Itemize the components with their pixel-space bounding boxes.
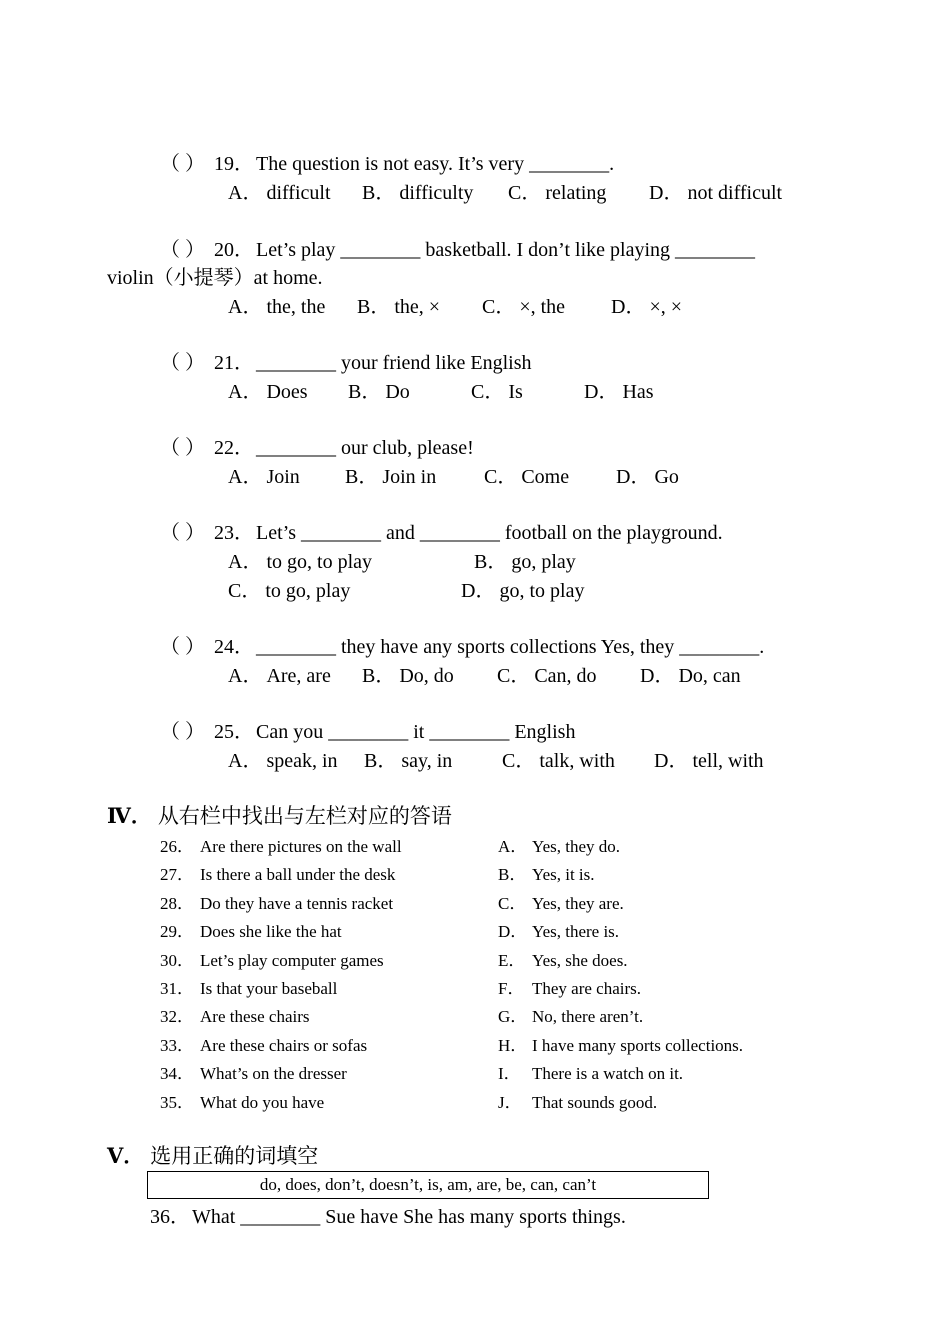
word-bank-box: do, does, don’t, doesn’t, is, am, are, be, can, can’t xyxy=(147,1171,709,1199)
question-number: 20． xyxy=(214,239,254,261)
item-number: 33． xyxy=(160,1036,194,1055)
question-24 xyxy=(160,635,764,659)
question-stem-continued: violin（小提琴）at home. xyxy=(107,267,323,289)
option-label: B． xyxy=(357,296,391,318)
item-text: No, there aren’t. xyxy=(532,1007,644,1026)
question-number: 23． xyxy=(214,522,254,544)
option-text: Has xyxy=(622,381,654,403)
item-number: 34． xyxy=(160,1064,194,1083)
option-20c xyxy=(482,295,565,319)
item-number: 31． xyxy=(160,979,194,998)
option-text: Can, do xyxy=(534,665,597,687)
option-text: Are, are xyxy=(266,665,331,687)
match-right-item xyxy=(498,921,619,943)
option-text: Do xyxy=(385,381,410,403)
option-text: relating xyxy=(545,182,607,204)
option-label: B． xyxy=(474,551,508,573)
option-22a xyxy=(228,465,300,489)
question-stem: ________ your friend like English xyxy=(256,352,532,374)
match-left-item xyxy=(160,921,342,943)
item-letter: C． xyxy=(498,894,527,913)
item-number: 32． xyxy=(160,1007,194,1026)
question-number: 21． xyxy=(214,352,254,374)
question-stem: Let’s ________ and ________ football on the playground. xyxy=(256,522,723,544)
option-label: D． xyxy=(461,580,496,602)
option-label: D． xyxy=(649,182,684,204)
option-text: speak, in xyxy=(266,750,338,772)
answer-bracket[interactable]: （ ） xyxy=(160,352,205,374)
option-text: Come xyxy=(521,466,570,488)
item-text: They are chairs. xyxy=(532,979,642,998)
item-number: 29． xyxy=(160,922,194,941)
match-left-item xyxy=(160,893,393,915)
item-letter: B． xyxy=(498,865,527,884)
section-title: 从右栏中找出与左栏对应的答语 xyxy=(157,804,452,828)
option-label: C． xyxy=(471,381,505,403)
option-text: Do, do xyxy=(399,665,454,687)
option-text: to go, to play xyxy=(266,551,372,573)
match-right-item xyxy=(498,893,624,915)
option-text: Does xyxy=(266,381,308,403)
option-21b xyxy=(348,380,410,404)
match-right-item xyxy=(498,1006,643,1028)
options-19 xyxy=(228,181,331,205)
option-23a xyxy=(228,550,372,574)
match-left-item xyxy=(160,1035,367,1057)
section-4-heading xyxy=(107,803,452,829)
option-label: C． xyxy=(502,750,536,772)
option-24c xyxy=(497,664,597,688)
option-text: tell, with xyxy=(692,750,764,772)
option-label: D． xyxy=(616,466,651,488)
option-25b xyxy=(364,749,452,773)
option-label: A． xyxy=(228,750,263,772)
option-label: B． xyxy=(364,750,398,772)
option-22d xyxy=(616,465,679,489)
option-text: say, in xyxy=(401,750,453,772)
question-stem: The question is not easy. It’s very ________. xyxy=(256,153,615,175)
question-22 xyxy=(160,436,474,460)
item-text: Are there pictures on the wall xyxy=(200,837,402,856)
item-text: Yes, they are. xyxy=(532,894,624,913)
option-20b xyxy=(357,295,440,319)
option-label: C． xyxy=(228,580,262,602)
question-21 xyxy=(160,351,532,375)
match-left-item xyxy=(160,1063,347,1085)
item-letter: H． xyxy=(498,1036,528,1055)
match-left-item xyxy=(160,950,384,972)
question-stem: ________ they have any sports collections Yes, they ________. xyxy=(256,636,765,658)
option-text: difficulty xyxy=(399,182,474,204)
section-numeral: Ⅴ． xyxy=(107,1144,145,1168)
item-text: There is a watch on it. xyxy=(532,1064,684,1083)
option-25c xyxy=(502,749,615,773)
option-text: difficult xyxy=(266,182,331,204)
option-label: D． xyxy=(640,665,675,687)
item-number: 28． xyxy=(160,894,194,913)
item-letter: J． xyxy=(498,1093,522,1112)
option-21d xyxy=(584,380,654,404)
option-label: D． xyxy=(654,750,689,772)
match-right-item xyxy=(498,864,595,886)
item-letter: D． xyxy=(498,922,528,941)
option-21c xyxy=(471,380,523,404)
item-letter: A． xyxy=(498,837,528,856)
item-letter: F． xyxy=(498,979,525,998)
item-text: What do you have xyxy=(200,1093,325,1112)
match-right-item xyxy=(498,836,620,858)
section-numeral: Ⅳ． xyxy=(107,804,152,828)
option-21a xyxy=(228,380,308,404)
item-text: I have many sports collections. xyxy=(532,1036,744,1055)
option-label: B． xyxy=(362,182,396,204)
item-text: Let’s play computer games xyxy=(200,951,384,970)
question-25 xyxy=(160,720,575,744)
option-text: Join xyxy=(266,466,300,488)
answer-bracket[interactable]: （ ） xyxy=(160,437,205,459)
question-20 xyxy=(160,238,755,262)
match-left-item xyxy=(160,836,402,858)
item-letter: E． xyxy=(498,951,526,970)
option-24b xyxy=(362,664,454,688)
question-number: 36． xyxy=(150,1206,190,1228)
option-20d xyxy=(611,295,682,319)
option-22c xyxy=(484,465,569,489)
section-5-heading xyxy=(107,1143,318,1169)
item-text: What’s on the dresser xyxy=(200,1064,347,1083)
item-letter: G． xyxy=(498,1007,528,1026)
item-text: Are these chairs xyxy=(200,1007,310,1026)
option-text: ×, × xyxy=(649,296,683,318)
option-label: C． xyxy=(497,665,531,687)
option-label: D． xyxy=(584,381,619,403)
option-23c xyxy=(228,579,350,603)
option-text: Is xyxy=(508,381,523,403)
question-19 xyxy=(160,152,614,176)
item-text: Do they have a tennis racket xyxy=(200,894,394,913)
option-text: talk, with xyxy=(539,750,615,772)
question-text: What ________ Sue have She has many sports things. xyxy=(192,1206,626,1228)
item-number: 26． xyxy=(160,837,194,856)
match-left-item xyxy=(160,1092,324,1114)
option-22b xyxy=(345,465,436,489)
option-text: Join in xyxy=(382,466,437,488)
question-number: 19． xyxy=(214,153,254,175)
option-text: Do, can xyxy=(678,665,741,687)
option-19d xyxy=(649,181,782,205)
question-23 xyxy=(160,521,723,545)
match-right-item xyxy=(498,950,628,972)
item-letter: I． xyxy=(498,1064,521,1083)
option-24d xyxy=(640,664,741,688)
question-36 xyxy=(150,1205,626,1229)
item-text: Yes, there is. xyxy=(532,922,620,941)
item-text: Is there a ball under the desk xyxy=(200,865,396,884)
item-text: Yes, they do. xyxy=(532,837,621,856)
option-23b xyxy=(474,550,576,574)
option-label: C． xyxy=(484,466,518,488)
option-text: to go, play xyxy=(265,580,351,602)
section-title: 选用正确的词填空 xyxy=(150,1144,319,1168)
option-23d xyxy=(461,579,584,603)
option-text: Go xyxy=(654,466,679,488)
option-25d xyxy=(654,749,764,773)
option-20a xyxy=(228,295,325,319)
option-label: C． xyxy=(482,296,516,318)
question-number: 24． xyxy=(214,636,254,658)
question-stem: Can you ________ it ________ English xyxy=(256,721,576,743)
option-text: go, play xyxy=(511,551,576,573)
item-text: Yes, it is. xyxy=(532,865,595,884)
question-number: 22． xyxy=(214,437,254,459)
option-label: B． xyxy=(345,466,379,488)
match-right-item xyxy=(498,1035,743,1057)
item-text: Are these chairs or sofas xyxy=(200,1036,368,1055)
match-left-item xyxy=(160,1006,310,1028)
answer-bracket[interactable]: （ ） xyxy=(160,153,205,175)
question-stem: ________ our club, please! xyxy=(256,437,474,459)
match-left-item xyxy=(160,864,395,886)
option-text: go, to play xyxy=(499,580,585,602)
answer-bracket[interactable]: （ ） xyxy=(160,721,205,743)
match-right-item xyxy=(498,978,641,1000)
option-label: D． xyxy=(611,296,646,318)
item-text: That sounds good. xyxy=(532,1093,658,1112)
answer-bracket[interactable]: （ ） xyxy=(160,636,205,658)
option-text: ×, the xyxy=(519,296,566,318)
option-25a xyxy=(228,749,338,773)
item-number: 27． xyxy=(160,865,194,884)
item-number: 30． xyxy=(160,951,194,970)
match-left-item xyxy=(160,978,337,1000)
option-text: the, × xyxy=(394,296,441,318)
option-text: not difficult xyxy=(687,182,783,204)
answer-bracket[interactable]: （ ） xyxy=(160,522,205,544)
question-number: 25． xyxy=(214,721,254,743)
match-right-item xyxy=(498,1063,683,1085)
item-text: Does she like the hat xyxy=(200,922,342,941)
option-label: A． xyxy=(228,381,263,403)
option-label: C． xyxy=(508,182,542,204)
question-stem: Let’s play ________ basketball. I don’t like playing ________ xyxy=(256,239,756,261)
option-24a xyxy=(228,664,331,688)
option-label: A． xyxy=(228,296,263,318)
option-label: A． xyxy=(228,665,263,687)
item-text: Yes, she does. xyxy=(532,951,628,970)
option-label: A． xyxy=(228,466,263,488)
option-19c xyxy=(508,181,606,205)
option-label: A． xyxy=(228,182,263,204)
match-right-item xyxy=(498,1092,657,1114)
option-label: A． xyxy=(228,551,263,573)
item-text: Is that your baseball xyxy=(200,979,338,998)
option-19b xyxy=(362,181,473,205)
option-text: the, the xyxy=(266,296,326,318)
answer-bracket[interactable]: （ ） xyxy=(160,239,205,261)
option-label: B． xyxy=(362,665,396,687)
option-label: B． xyxy=(348,381,382,403)
item-number: 35． xyxy=(160,1093,194,1112)
